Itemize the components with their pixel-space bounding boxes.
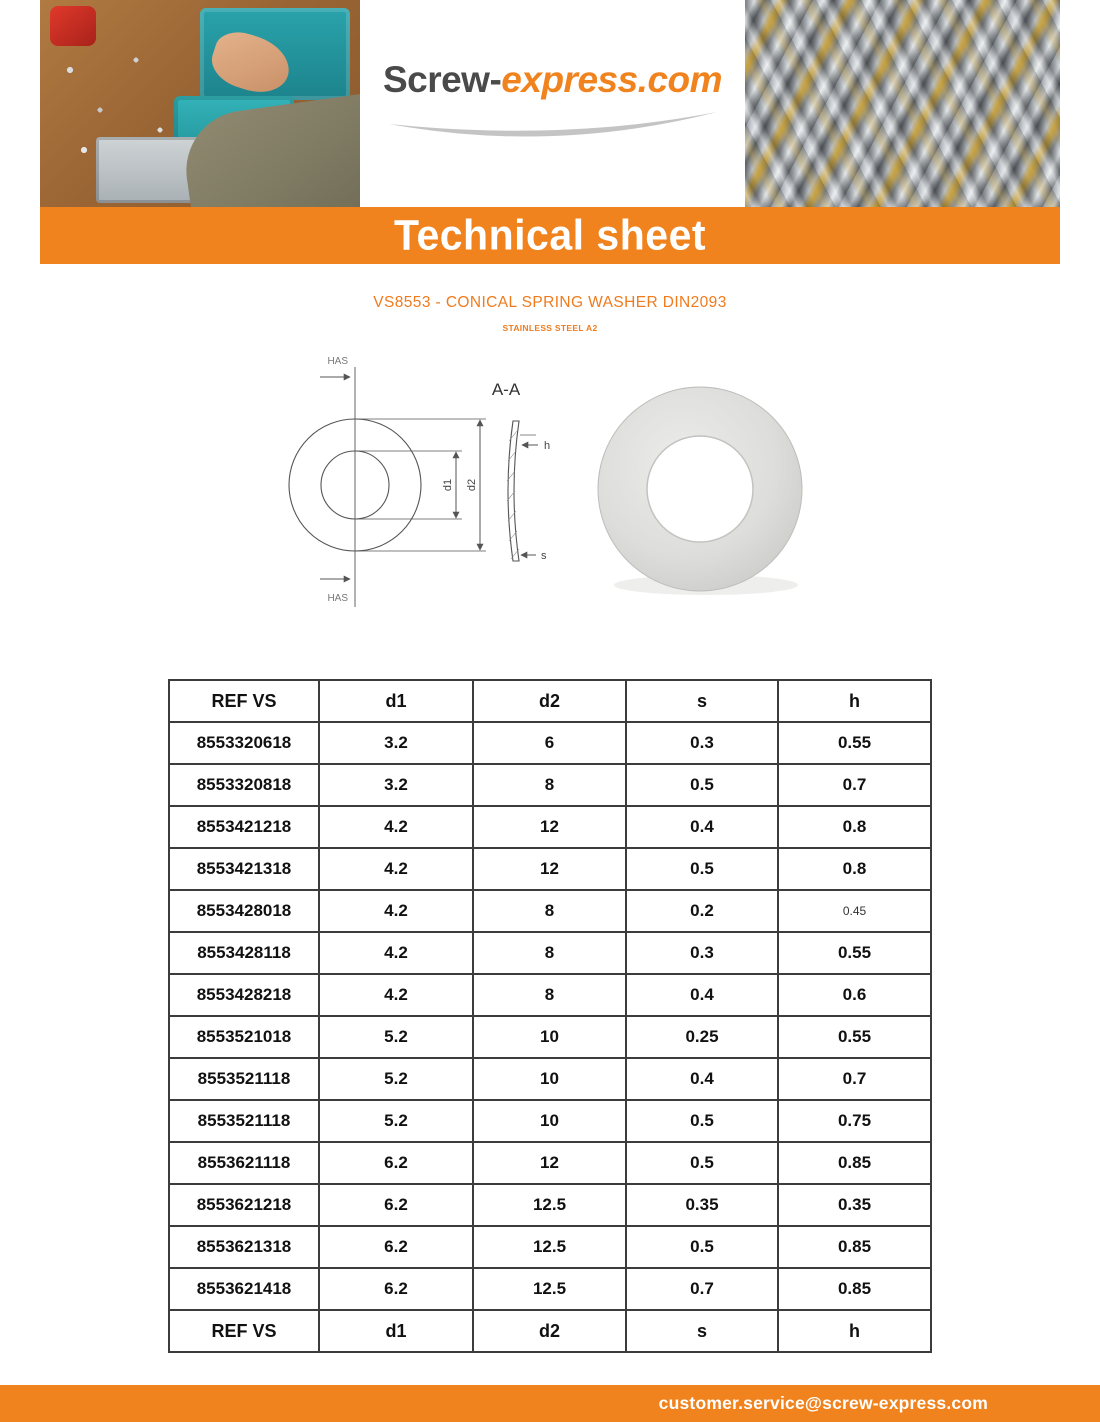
- banner: [40, 207, 1060, 264]
- table-cell: 0.8: [778, 806, 931, 848]
- product-subtitle: STAINLESS STEEL A2: [502, 323, 598, 333]
- table-cell: 5.2: [319, 1100, 473, 1142]
- table-header-cell: d2: [473, 680, 626, 722]
- table-cell: 8: [473, 932, 626, 974]
- drawing-svg: [270, 349, 830, 629]
- table-cell: 0.2: [626, 890, 778, 932]
- table-cell: 0.35: [778, 1184, 931, 1226]
- table-cell: 0.3: [626, 722, 778, 764]
- table-row: [169, 932, 931, 974]
- table-cell: 0.4: [626, 974, 778, 1016]
- table-header-cell: h: [778, 680, 931, 722]
- table-cell: 0.5: [626, 1100, 778, 1142]
- product-title: VS8553 - CONICAL SPRING WASHER DIN2093: [373, 294, 727, 311]
- has-label-top: HAS: [327, 356, 348, 367]
- table-cell: 8553521118: [169, 1100, 319, 1142]
- table-cell: 6.2: [319, 1184, 473, 1226]
- table-cell: 10: [473, 1100, 626, 1142]
- table-cell: 0.35: [626, 1184, 778, 1226]
- table-cell: 12.5: [473, 1268, 626, 1310]
- table-cell: 6: [473, 722, 626, 764]
- table-cell: 8553428218: [169, 974, 319, 1016]
- table-cell: 0.55: [778, 722, 931, 764]
- table-cell: 6.2: [319, 1142, 473, 1184]
- technical-drawing: [0, 349, 1100, 629]
- section-view: [507, 421, 538, 561]
- tape-measure-decor: [50, 6, 96, 46]
- screw-pile-sheen-decor: [745, 0, 1060, 207]
- table-cell: 0.4: [626, 1058, 778, 1100]
- contact-email: customer.service@screw-express.com: [658, 1393, 988, 1413]
- banner-title: Technical sheet: [393, 210, 707, 260]
- logo-swoosh: [383, 108, 723, 142]
- table-row: [169, 764, 931, 806]
- table-cell: 0.55: [778, 932, 931, 974]
- table-cell: 8553621218: [169, 1184, 319, 1226]
- table-cell: 8553521018: [169, 1016, 319, 1058]
- table-cell: 8553521118: [169, 1058, 319, 1100]
- table-row: [169, 1184, 931, 1226]
- logo-text-accent: express.com: [501, 59, 723, 100]
- workbench-photo: [40, 0, 360, 207]
- table-footer-cell: s: [626, 1310, 778, 1352]
- section-label: A-A: [491, 380, 521, 399]
- table-cell: 10: [473, 1016, 626, 1058]
- table-cell: 0.85: [778, 1226, 931, 1268]
- dim-d1-label: d1: [442, 478, 454, 492]
- table-cell: 10: [473, 1058, 626, 1100]
- table-cell: 0.5: [626, 764, 778, 806]
- table-row: [169, 1142, 931, 1184]
- table-cell: 3.2: [319, 722, 473, 764]
- table-cell: 6.2: [319, 1226, 473, 1268]
- table-row: [169, 722, 931, 764]
- table-cell: 8553621118: [169, 1142, 319, 1184]
- table-row: [169, 1268, 931, 1310]
- table-footer-row: [169, 1310, 931, 1352]
- table-cell: 8: [473, 974, 626, 1016]
- table-cell: 0.7: [778, 1058, 931, 1100]
- table-footer-cell: d2: [473, 1310, 626, 1352]
- table-cell: 0.6: [778, 974, 931, 1016]
- table-cell: 0.85: [778, 1268, 931, 1310]
- dim-h-label: h: [544, 440, 551, 452]
- logo: [383, 61, 722, 98]
- table-cell: 8553428018: [169, 890, 319, 932]
- table-cell: 0.45: [778, 890, 931, 932]
- table-cell: 8: [473, 764, 626, 806]
- footer-bar: [0, 1385, 1100, 1422]
- table-cell: 4.2: [319, 974, 473, 1016]
- table-cell: 0.5: [626, 848, 778, 890]
- table-cell: 3.2: [319, 764, 473, 806]
- table-cell: 0.85: [778, 1142, 931, 1184]
- table-row: [169, 848, 931, 890]
- table-cell: 12: [473, 1142, 626, 1184]
- table-cell: 8553421318: [169, 848, 319, 890]
- table-footer-cell: d1: [319, 1310, 473, 1352]
- table-cell: 6.2: [319, 1268, 473, 1310]
- table-cell: 8553621418: [169, 1268, 319, 1310]
- table-cell: 12.5: [473, 1226, 626, 1268]
- table-cell: 8: [473, 890, 626, 932]
- table-row: [169, 1016, 931, 1058]
- table-cell: 4.2: [319, 848, 473, 890]
- table-cell: 8553320818: [169, 764, 319, 806]
- table-cell: 5.2: [319, 1016, 473, 1058]
- washer-photo: [598, 387, 802, 595]
- table-cell: 12: [473, 806, 626, 848]
- table-header-cell: REF VS: [169, 680, 319, 722]
- dim-s-label: s: [541, 550, 547, 562]
- table-cell: 8553621318: [169, 1226, 319, 1268]
- table-cell: 0.4: [626, 806, 778, 848]
- table-row: [169, 890, 931, 932]
- table-cell: 0.55: [778, 1016, 931, 1058]
- spec-table: [168, 679, 932, 1353]
- table-cell: 4.2: [319, 890, 473, 932]
- table-cell: 4.2: [319, 806, 473, 848]
- screw-pile-photo: [745, 0, 1060, 207]
- front-view: [289, 367, 486, 607]
- table-row: [169, 1226, 931, 1268]
- logo-zone: [360, 0, 745, 207]
- table-cell: 8553320618: [169, 722, 319, 764]
- logo-text-main: Screw-: [382, 59, 502, 100]
- table-cell: 0.5: [626, 1142, 778, 1184]
- table-cell: 5.2: [319, 1058, 473, 1100]
- table-cell: 4.2: [319, 932, 473, 974]
- spec-table-body: [169, 722, 931, 1310]
- table-footer-cell: REF VS: [169, 1310, 319, 1352]
- table-cell: 0.7: [778, 764, 931, 806]
- dim-d2-label: d2: [466, 478, 478, 492]
- header: [0, 0, 1100, 207]
- table-row: [169, 1100, 931, 1142]
- has-label-bottom: HAS: [327, 593, 348, 604]
- table-cell: 12.5: [473, 1184, 626, 1226]
- table-header-cell: s: [626, 680, 778, 722]
- table-cell: 0.7: [626, 1268, 778, 1310]
- table-header-row: [169, 680, 931, 722]
- table-cell: 0.3: [626, 932, 778, 974]
- table-cell: 0.5: [626, 1226, 778, 1268]
- table-row: [169, 974, 931, 1016]
- table-cell: 8553428118: [169, 932, 319, 974]
- table-cell: 0.8: [778, 848, 931, 890]
- table-footer-cell: h: [778, 1310, 931, 1352]
- table-cell: 0.75: [778, 1100, 931, 1142]
- table-row: [169, 1058, 931, 1100]
- table-cell: 12: [473, 848, 626, 890]
- table-row: [169, 806, 931, 848]
- table-cell: 0.25: [626, 1016, 778, 1058]
- table-cell: 8553421218: [169, 806, 319, 848]
- table-header-cell: d1: [319, 680, 473, 722]
